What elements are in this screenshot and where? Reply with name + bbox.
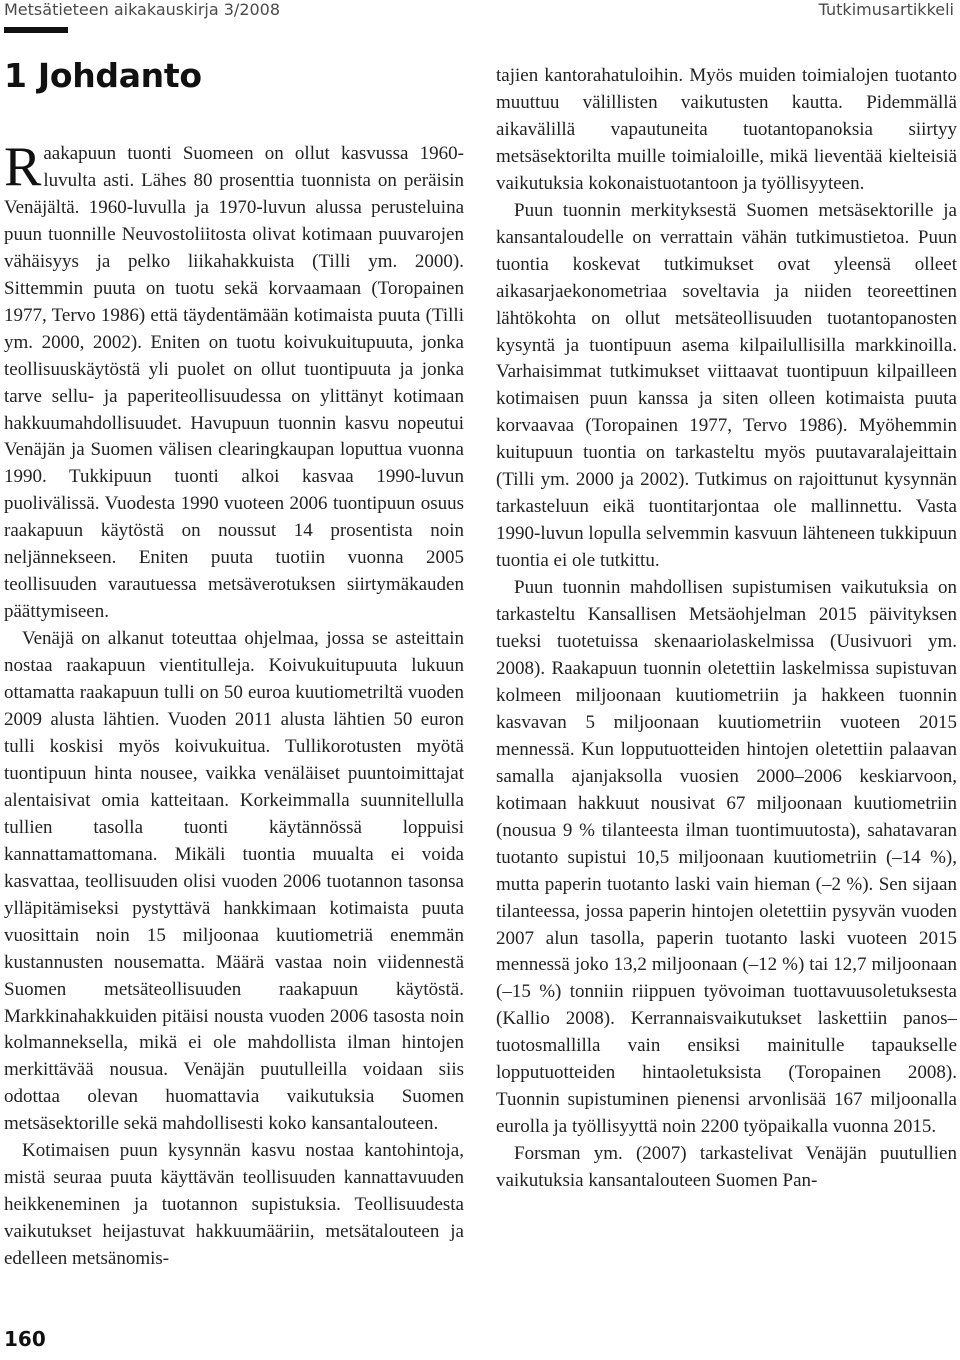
right-paragraph-3: Puun tuonnin mahdollisen supistumisen vaikutuksia on tarkasteltu Kansallisen Metsäohjelman 2015 päivityksen tueksi tuotetuissa skenaariolaskelmissa (Uusivuori ym. 2008). Raakapuun tuonnin oletettiin laskelmissa supistuvan kolmeen miljoonaan kuutiometriin ja hakkeen tuonnin kasvavan 5 miljoonaan kuutiometriin vuoteen 2015 mennessä. Kun lopputuotteiden hintojen oletettiin palaavan samalla ajanjaksolla vuosien 2000–2006 keskiarvoon, kotimaan hakkuut nousivat 67 miljoonaan kuutiometriin (nousua 9 % tilanteesta ilman tuontimuutosta), sahatavaran tuotanto supistui 10,5 miljoonaan kuutiometriin (–14 %), mutta paperin tuotanto laski vain hieman (–2 %). Sen sijaan tilanteessa, jossa paperin hintojen oletettiin pysyvän vuoden 2007 alun tasolla, paperin tuotanto laski vuoteen 2015 mennessä joko 13,2 miljoonaan (–12 %) tai 12,7 miljoonaan (–15 %) tonniin riippuen työvoiman tuottavuusoletuksesta (Kallio 2008). Kerrannaisvaikutukset laskettiin panos–tuotosmallilla vain ensiksi mainitulle tapaukselle lopputuotteiden hintaoletuksista (Toropainen 2008). Tuonnin supistuminen pienensi arvonlisää 167 miljoonalla eurolla ja työllisyyttä noin 2200 työpaikalla vuonna 2015. bbox=[496, 577, 957, 1138]
right-paragraph-2: Puun tuonnin merkityksestä Suomen metsäsektorille ja kansantaloudelle on verrattain vähän tutkimustietoa. Puun tuontia koskevat tutkimukset ovat yleensä olleet aikasarjaekonometriaa soveltavia ja niiden teoreettinen lähtökohta on ollut metsäteollisuuden tuotantopanosten kysyntä ja tuontipuun asema kilpailullisilla markkinoilla. Varhaisimmat tutkimukset viittaavat tuontipuun kilpailleen kotimaisen puun kanssa ja siten olleen kotimaista puuta korvaavaa (Toropainen 1977, Tervo 1986). Myöhemmin kuitupuun tuontia on tarkasteltu myös puutavaralajeittain (Tilli ym. 2000 ja 2002). Tutkimus on rajoittunut kysynnän tarkasteluun eikä tuontitarjontaa ole mallinnettu. Vasta 1990-luvun lopulla selvemmin kasvuun lähteneen tukkipuun tuontia ei ole tutkittu. bbox=[496, 199, 957, 572]
right-paragraph-4: Forsman ym. (2007) tarkastelivat Venäjän puutullien vaikutuksia kansantalouteen Suomen Pan- bbox=[496, 1143, 957, 1192]
right-paragraph-1: tajien kantorahatuloihin. Myös muiden toimialojen tuotanto muuttuu välillisten vaikutusten kautta. Pidemmällä aikavälillä vapautuneita tuotantopanoksia siirtyy metsäsektorilta muille toimialoille, mikä lieventää kielteisiä vaikutuksia kokonaistuotantoon ja työllisyyteen. bbox=[496, 65, 957, 194]
drop-cap: R bbox=[4, 136, 42, 198]
section-title: 1 Johdanto bbox=[4, 56, 202, 95]
left-paragraph-1-text: aakapuun tuonti Suomeen on ollut kasvussa 1960-luvulta asti. Lähes 80 prosenttia tuonnista on peräisin Venäjältä. 1960-luvulla ja 1970-luvun alussa perusteluina puun tuonnille Neuvostoliitosta olivat kotimaan puuvarojen vähäisyys ja pelko liikahakkuista (Tilli ym. 2000). Sittemmin puuta on tuotu sekä korvaamaan (Toropainen 1977, Tervo 1986) että täydentämään kotimaista puuta (Tilli ym. 2000, 2002). Eniten on tuotu koivukuitupuuta, jonka teollisuuskäytöstä yli puolet on ollut tuontipuuta ja jonka tarve sellu- ja paperiteollisuudessa on ylittänyt kotimaan hakkuumahdollisuudet. Havupuun tuonnin kasvu nopeutui Venäjän ja Suomen välisen clearingkaupan loputtua vuonna 1990. Tukkipuun tuonti alkoi kasvaa 1990-luvun puolivälissä. Vuodesta 1990 vuoteen 2006 tuontipuun osuus raakapuun käytöstä on noussut 14 prosentista noin neljännekseen. Eniten puuta tuotiin vuonna 2005 teollisuuden varautuessa metsäverotuksen siirtymäkauden päättymiseen. bbox=[4, 143, 464, 623]
article-category: Tutkimusartikkeli bbox=[818, 0, 954, 19]
left-paragraph-3: Kotimaisen puun kysynnän kasvu nostaa kantohintoja, mistä seuraa puuta käyttävän teollisuuden kannattavuuden heikkeneminen ja tuotannon supistuksia. Teollisuudesta vaikutukset heijastuvat hakkuumääriin, metsätalouteen ja edelleen metsänomis- bbox=[4, 1140, 464, 1270]
left-column bbox=[4, 136, 464, 1273]
journal-header: Metsätieteen aikakauskirja 3/2008 bbox=[4, 0, 281, 19]
left-paragraph-2: Venäjä on alkanut toteuttaa ohjelmaa, jossa se asteittain nostaa raakapuun vientitulleja. Koivukuitupuuta lukuun ottamatta raakapuun tulli on 50 euroa kuutiometriltä vuoden 2009 alusta lähtien. Vuoden 2011 alusta lähtien 50 euron tulli koskisi myös koivukuitua. Tullikorotusten myötä tuontipuun hinta nousee, vaikka venäläiset puuntoimittajat alentaisivat omia katteitaan. Korkeimmalla suunnitellulla tullien tasolla tuonti käytännössä loppuisi kannattamattomana. Mikäli tuontia muualta ei voida kasvattaa, teollisuuden olisi vuoden 2006 tuotannon tasonsa ylläpitämiseksi pystyttävä hankkimaan kotimaista puuta vuosittain noin 15 miljoonaa kuutiometriä enemmän kustannusten nousematta. Määrä vastaa noin viidennestä Suomen metsäteollisuuden raakapuun käytöstä. Markkinahakkuiden pitäisi nousta vuoden 2006 tasosta noin kolmanneksella, mikä ei ole mahdollista ilman hintojen merkittävää nousua. Venäjän puutulleilla voidaan siis odottaa olevan huomattavia vaikutuksia Suomen metsäsektorille sekä mahdollisesti koko kansantalouteen. bbox=[4, 628, 464, 1135]
header-bar bbox=[4, 27, 68, 33]
page-number: 160 bbox=[4, 1327, 46, 1351]
right-column bbox=[496, 63, 957, 1195]
left-paragraph-1 bbox=[4, 136, 464, 626]
